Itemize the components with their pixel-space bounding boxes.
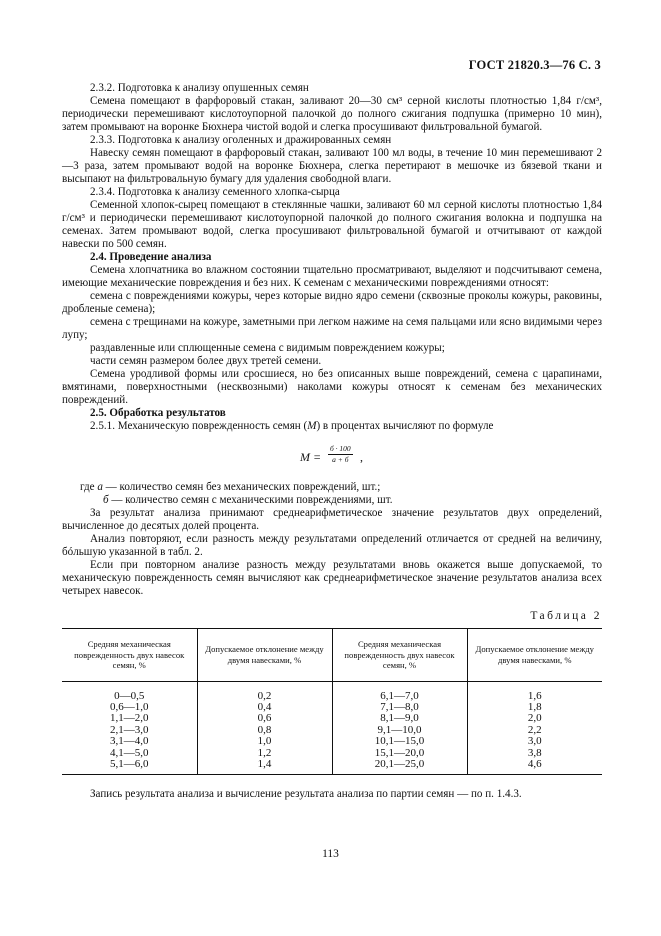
- paragraph: Если при повторном анализе разность между результатами вновь окажется выше допускаемой, то механическую поврежденность семян вычисляют как среднеарифметическое значение результатов анализа всех четырех навесок.: [62, 559, 602, 597]
- list-item: части семян размером более двух третей семени.: [90, 355, 322, 367]
- document-body: [62, 82, 602, 801]
- page-header: ГОСТ 21820.3—76 С. 3: [468, 58, 601, 72]
- formula-fraction: [328, 444, 353, 465]
- table-cell: 4,1—5,0: [110, 746, 149, 759]
- table-cell: 1,2: [197, 748, 332, 759]
- table-cell: 0—0,5: [114, 689, 145, 702]
- paragraph-formula-intro: [62, 420, 602, 433]
- table-cell: 9,1—10,0: [332, 725, 467, 736]
- table-cell: 5,1—6,0: [62, 759, 197, 775]
- table-header-row: [62, 629, 602, 682]
- table-cell: 0,2: [197, 681, 332, 702]
- table-cell: 0,8: [197, 725, 332, 736]
- table-header-cell: Допускаемое отклонение между двумя навесками, %: [467, 629, 602, 682]
- table-cell: 1,8: [467, 702, 602, 713]
- table-cell: 1,4: [197, 759, 332, 775]
- table-header-cell: Средняя механическая поврежденность двух навесок семян, %: [332, 629, 467, 682]
- paragraph: Навеску семян помещают в фарфоровый стакан, заливают 100 мл воды, в течение 10 мин перемешивают 2—3 раза, затем промывают водой на воронке Бюхнера, слегка перетирают в мешочке из бязевой ткани и высыпают на фильтровальную бумагу для удаления свободной влаги.: [62, 147, 602, 185]
- section-2-3-2-title: 2.3.2. Подготовка к анализу опушенных семян: [90, 82, 309, 94]
- table-row: [62, 759, 602, 775]
- paragraph: Семенной хлопок-сырец помещают в стеклянные чашки, заливают 60 мл серной кислоты плотностью 1,84 г/см³ и периодически перемешивают кислотоупорной палочкой до полного сжигания волокна и подпушка на семенах. Затем промывают водой, слегка просушивают фильтровальной бумагой и отчитывают от каждой навески по 500 семян.: [62, 199, 602, 250]
- legend-a: [62, 481, 602, 494]
- table-cell: 0,6: [197, 713, 332, 724]
- paragraph: За результат анализа принимают среднеарифметическое значение результатов двух определений, вычисленное до десятых долей процента.: [62, 507, 602, 532]
- table-cell: 20,1—25,0: [332, 759, 467, 775]
- table-cell: 1,6: [467, 681, 602, 702]
- table-row: [62, 713, 602, 724]
- legend-b: [62, 494, 602, 507]
- section-2-3-4-title: 2.3.4. Подготовка к анализу семенного хлопка-сырца: [90, 186, 340, 198]
- legend-prefix: где: [80, 481, 98, 493]
- variable-a: а: [97, 481, 103, 493]
- page-number: 113: [322, 848, 339, 860]
- table-row: [62, 681, 602, 702]
- table-caption: Таблица 2: [530, 610, 602, 622]
- legend-a-text: — количество семян без механических повреждений, шт.;: [102, 481, 381, 493]
- section-2-4-heading: 2.4. Проведение анализа: [90, 251, 212, 263]
- table-cell: 8,1—9,0: [332, 713, 467, 724]
- text-span: 2.5.1. Механическую поврежденность семян (: [90, 420, 308, 432]
- formula-lhs: M =: [300, 450, 322, 464]
- list-item: семена с повреждениями кожуры, через которые видно ядро семени (сквозные проколы кожуры, раковины, дробленые семена);: [62, 290, 602, 315]
- table-cell: 4,6: [467, 759, 602, 775]
- formula-denominator: а + б: [332, 455, 349, 464]
- paragraph: Семена помещают в фарфоровый стакан, заливают 20—30 см³ серной кислоты плотностью 1,84 г/см³, периодически перемешивают кислотоупорной палочкой до полного сжигания подпушка (примерно 10 мин), затем промывают на воронке Бюхнера чистой водой и слегка просушивают фильтровальной бумагой.: [62, 95, 602, 133]
- section-2-3-3-title: 2.3.3. Подготовка к анализу оголенных и дражированных семян: [90, 134, 392, 146]
- formula: [62, 441, 602, 473]
- table-header-cell: Допускаемое отклонение между двумя навесками, %: [197, 629, 332, 682]
- table-cell: 6,1—7,0: [332, 681, 467, 702]
- formula-comma: ,: [360, 450, 363, 464]
- table-cell: 2,0: [467, 713, 602, 724]
- section-2-5-heading: 2.5. Обработка результатов: [90, 407, 226, 419]
- formula-legend: [62, 481, 602, 507]
- table-cell: 10,1—15,0: [332, 736, 467, 747]
- table-cell: 15,1—20,0: [332, 748, 467, 759]
- table-cell: 2,2: [467, 725, 602, 736]
- table-row: [62, 736, 602, 747]
- table-cell: 1,0: [197, 736, 332, 747]
- legend-b-text: — количество семян с механическими повреждениями, шт.: [108, 494, 393, 506]
- text-span: ) в процентах вычисляют по формуле: [316, 420, 494, 432]
- variable-m: М: [307, 420, 317, 432]
- list-item: раздавленные или сплющенные семена с видимым повреждением кожуры;: [90, 342, 445, 354]
- table-cell: 2,1—3,0: [110, 723, 149, 736]
- table-cell: 3,1—4,0: [110, 735, 149, 748]
- table-cell: 1,1—2,0: [110, 712, 149, 725]
- formula-numerator: б · 100: [330, 444, 351, 453]
- list-item: семена с трещинами на кожуре, заметными при легком нажиме на семя пальцами или ясно видимыми через лупу;: [62, 316, 602, 341]
- tolerance-table: [62, 628, 602, 775]
- paragraph: Анализ повторяют, если разность между результатами определений отличается от средней на величину, бóльшую указанной в табл. 2.: [62, 533, 602, 558]
- paragraph: Семена хлопчатника во влажном состоянии тщательно просматривают, выделяют и подсчитывают семена, имеющие механические повреждения и без них. К семенам с механическими повреждениями относят:: [62, 264, 602, 289]
- closing-paragraph: Запись результата анализа и вычисление результата анализа по партии семян — по п. 1.4.3.: [90, 788, 522, 801]
- table-cell: 3,0: [467, 736, 602, 747]
- table-header-cell: Средняя механическая поврежденность двух навесок семян, %: [62, 629, 197, 682]
- table-cell: 0,4: [197, 702, 332, 713]
- table-cell: 0,6—1,0: [110, 700, 149, 713]
- table-cell: 3,8: [467, 748, 602, 759]
- variable-b: б: [103, 494, 109, 506]
- table-cell: 7,1—8,0: [332, 702, 467, 713]
- paragraph: Семена уродливой формы или сросшиеся, но без описанных выше повреждений, семена с царапинами, вмятинами, поверхностными (несквозными) наколами кожуры относят к семенам без механических повреждений.: [62, 368, 602, 406]
